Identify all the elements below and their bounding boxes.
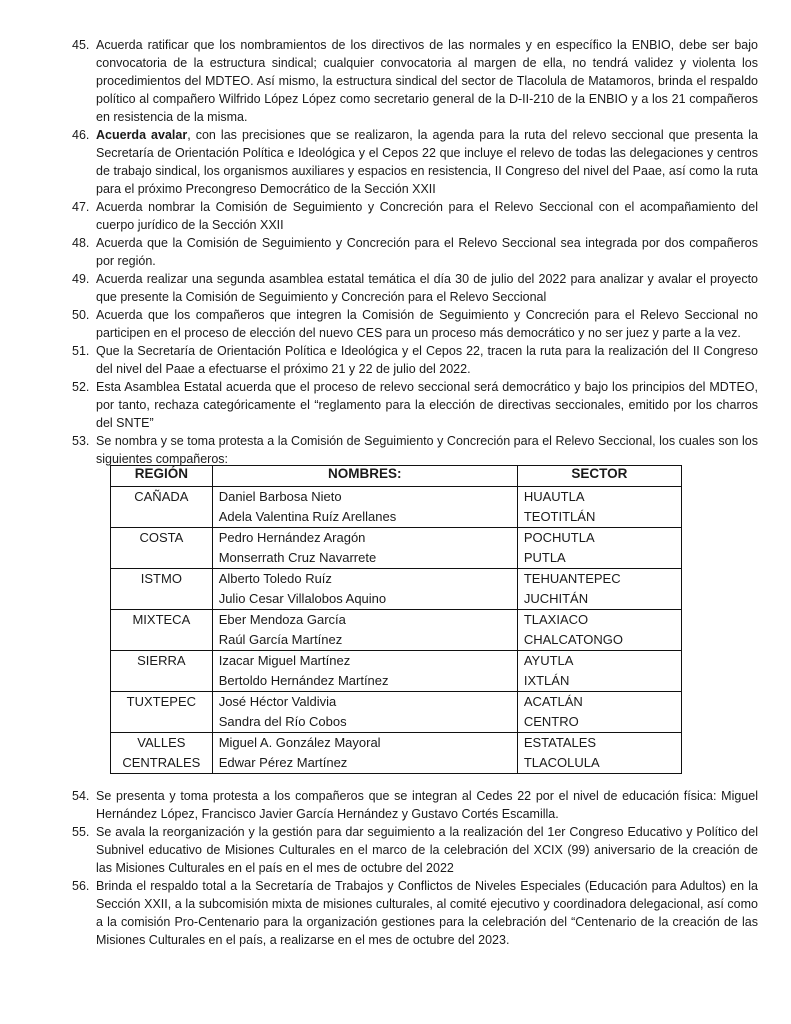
agreement-body	[96, 789, 758, 821]
sector-line: ACATLÁN	[523, 694, 583, 709]
agreement-body	[96, 128, 758, 196]
name-line: Izacar Miguel Martínez	[218, 653, 351, 668]
names-cell	[212, 651, 517, 692]
table-row	[111, 651, 682, 692]
names-cell	[212, 569, 517, 610]
sector-cell	[517, 610, 681, 651]
name-line: Sandra del Río Cobos	[218, 714, 347, 729]
name-line: Eber Mendoza García	[218, 612, 346, 627]
sector-line: CHALCATONGO	[523, 632, 624, 647]
sector-line: CENTRO	[523, 714, 579, 729]
agreement-number: 49.	[72, 272, 90, 286]
agreement-number: 54.	[72, 789, 90, 803]
agreement-body	[96, 236, 758, 268]
agreement-item	[72, 270, 758, 306]
name-line: Pedro Hernández Aragón	[218, 530, 366, 545]
names-cell	[212, 733, 517, 774]
agreement-text: Que la Secretaría de Orientación Política e Ideológica y el Cepos 22, tracen la ruta para la realización del II Congreso del nivel del Paae a efectuarse el próximo 21 y 22 de julio del 2022.	[96, 344, 758, 376]
agreement-body	[96, 272, 758, 304]
name-line: Alberto Toledo Ruíz	[218, 571, 332, 586]
agreement-number: 50.	[72, 308, 90, 322]
region-cell	[111, 733, 213, 774]
sector-line: TEOTITLÁN	[523, 509, 596, 524]
agreements-list-top	[72, 36, 758, 468]
table-row	[111, 528, 682, 569]
region-line: CAÑADA	[134, 489, 189, 504]
sector-line: IXTLÁN	[523, 673, 570, 688]
agreement-item	[72, 877, 758, 949]
region-line: ISTMO	[140, 571, 182, 586]
region-cell	[111, 569, 213, 610]
name-line: José Héctor Valdivia	[218, 694, 337, 709]
agreement-item	[72, 234, 758, 270]
agreement-number: 56.	[72, 879, 90, 893]
name-line: Monserrath Cruz Navarrete	[218, 550, 377, 565]
agreement-number: 52.	[72, 380, 90, 394]
sector-cell	[517, 569, 681, 610]
agreements-list-bottom	[72, 787, 758, 949]
agreement-item	[72, 823, 758, 877]
agreement-text: Acuerda que los compañeros que integren la Comisión de Seguimiento y Concreción para el Relevo Seccional no participen en el proceso de elección del nuevo CES para un proceso más democrático y no ser juez y parte a la vez.	[96, 308, 758, 340]
agreement-body	[96, 200, 758, 232]
agreement-text: , con las precisiones que se realizaron, la agenda para la ruta del relevo seccional que presenta la Secretaría de Orientación Política e Ideológica y el Cepos 22 que incluye el relevo de todas las delegaciones y centros de trabajo sindical, los organismos auxiliares y espacios en resistencia, II Congreso del nivel del Paae, así como la ruta para el próximo Precongreso Democrático de la Sección XXII	[96, 128, 758, 196]
agreement-text: Acuerda que la Comisión de Seguimiento y Concreción para el Relevo Seccional sea integrada por dos compañeros por región.	[96, 236, 758, 268]
agreement-text: Se presenta y toma protesta a los compañeros que se integran al Cedes 22 por el nivel de educación física: Miguel Hernández López, Francisco Javier García Hernández y Gustavo Cortés Escamilla.	[96, 789, 758, 821]
agreement-item	[72, 198, 758, 234]
agreement-body	[96, 434, 758, 466]
table-row	[111, 692, 682, 733]
region-cell	[111, 487, 213, 528]
agreement-body	[96, 380, 758, 430]
region-cell	[111, 610, 213, 651]
agreement-item	[72, 787, 758, 823]
sector-cell	[517, 692, 681, 733]
region-line: CENTRALES	[122, 755, 201, 770]
agreement-item	[72, 432, 758, 468]
table-header-row	[111, 466, 682, 487]
region-cell	[111, 528, 213, 569]
names-cell	[212, 692, 517, 733]
name-line: Raúl García Martínez	[218, 632, 343, 647]
commission-table	[110, 465, 682, 774]
agreement-text: Esta Asamblea Estatal acuerda que el proceso de relevo seccional será democrático y bajo los principios del MDTEO, por tanto, rechaza categóricamente el “reglamento para la elección de directivas seccionales, emitido por los charros del SNTE”	[96, 380, 758, 430]
sector-line: TLACOLULA	[523, 755, 600, 770]
table-row	[111, 569, 682, 610]
agreement-item	[72, 36, 758, 126]
region-line: COSTA	[139, 530, 184, 545]
sector-cell	[517, 528, 681, 569]
names-cell	[212, 487, 517, 528]
table-row	[111, 610, 682, 651]
sector-cell	[517, 651, 681, 692]
table-row	[111, 487, 682, 528]
name-line: Edwar Pérez Martínez	[218, 755, 348, 770]
region-line: TUXTEPEC	[126, 694, 197, 709]
header-region: REGIÓN	[111, 466, 213, 487]
sector-line: TEHUANTEPEC	[523, 571, 621, 586]
agreement-body	[96, 825, 758, 875]
agreement-bold-lead: Acuerda avalar	[96, 128, 188, 142]
agreement-item	[72, 306, 758, 342]
agreement-number: 46.	[72, 128, 90, 142]
agreement-number: 47.	[72, 200, 90, 214]
sector-line: JUCHITÁN	[523, 591, 589, 606]
agreement-body	[96, 344, 758, 376]
name-line: Daniel Barbosa Nieto	[218, 489, 342, 504]
name-line: Adela Valentina Ruíz Arellanes	[218, 509, 397, 524]
agreement-body	[96, 308, 758, 340]
sector-line: TLAXIACO	[523, 612, 589, 627]
sector-line: ESTATALES	[523, 735, 597, 750]
table-row	[111, 733, 682, 774]
region-line: SIERRA	[137, 653, 186, 668]
table-body	[111, 487, 682, 774]
agreement-number: 53.	[72, 434, 90, 448]
header-names: NOMBRES:	[212, 466, 517, 487]
name-line: Bertoldo Hernández Martínez	[218, 673, 389, 688]
agreement-item	[72, 342, 758, 378]
sector-line: HUAUTLA	[523, 489, 585, 504]
agreement-item	[72, 126, 758, 198]
name-line: Miguel A. González Mayoral	[218, 735, 381, 750]
agreement-number: 48.	[72, 236, 90, 250]
names-cell	[212, 610, 517, 651]
agreement-text: Se nombra y se toma protesta a la Comisión de Seguimiento y Concreción para el Relevo Seccional, los cuales son los siguientes compañeros:	[96, 434, 758, 466]
agreement-number: 55.	[72, 825, 90, 839]
name-line: Julio Cesar Villalobos Aquino	[218, 591, 387, 606]
agreement-text: Acuerda realizar una segunda asamblea estatal temática el día 30 de julio del 2022 para analizar y avalar el proyecto que presente la Comisión de Seguimiento y Concreción para el Relevo Seccional	[96, 272, 758, 304]
sector-line: AYUTLA	[523, 653, 574, 668]
region-line: VALLES	[137, 735, 186, 750]
agreement-text: Brinda el respaldo total a la Secretaría de Trabajos y Conflictos de Niveles Especiales (Educación para Adultos) en la Sección XXII, a la subcomisión mixta de misiones culturales, al comité ejecutivo y coordinadora delegacional, así como a la comisión Pro-Centenario para la organización gestiones para la celebración del “Centenario de la creación de las Misiones Culturales en el país, a realizarse en el mes de octubre del 2023.	[96, 879, 758, 947]
sector-cell	[517, 487, 681, 528]
sector-cell	[517, 733, 681, 774]
sector-line: POCHUTLA	[523, 530, 595, 545]
agreement-text: Acuerda ratificar que los nombramientos de los directivos de las normales y en específico la ENBIO, debe ser bajo convocatoria de la estructura sindical; cualquier convocatoria al margen de ella, no tendrá validez y violenta los procedimientos del MDTEO. Así mismo, la estructura sindical del sector de Tlacolula de Matamoros, brinda el respaldo político al compañero Wilfrido López López como secretario general de la D-II-210 de la ENBIO y a los 21 compañeros en resistencia de la misma.	[96, 38, 758, 124]
agreement-item	[72, 378, 758, 432]
agreement-number: 45.	[72, 38, 90, 52]
sector-line: PUTLA	[523, 550, 566, 565]
region-line: MIXTECA	[132, 612, 191, 627]
agreement-text: Acuerda nombrar la Comisión de Seguimiento y Concreción para el Relevo Seccional con el acompañamiento del cuerpo jurídico de la Sección XXII	[96, 200, 758, 232]
names-cell	[212, 528, 517, 569]
region-cell	[111, 651, 213, 692]
region-cell	[111, 692, 213, 733]
agreement-body	[96, 38, 758, 124]
agreement-number: 51.	[72, 344, 90, 358]
header-sector: SECTOR	[517, 466, 681, 487]
agreement-text: Se avala la reorganización y la gestión para dar seguimiento a la realización del 1er Congreso Educativo y Político del Subnivel educativo de Misiones Culturales en el marco de la celebración del XCIX (99) aniversario de la creación de las Misiones Culturales en el país en el mes de octubre del 2022	[96, 825, 758, 875]
agreement-body	[96, 879, 758, 947]
